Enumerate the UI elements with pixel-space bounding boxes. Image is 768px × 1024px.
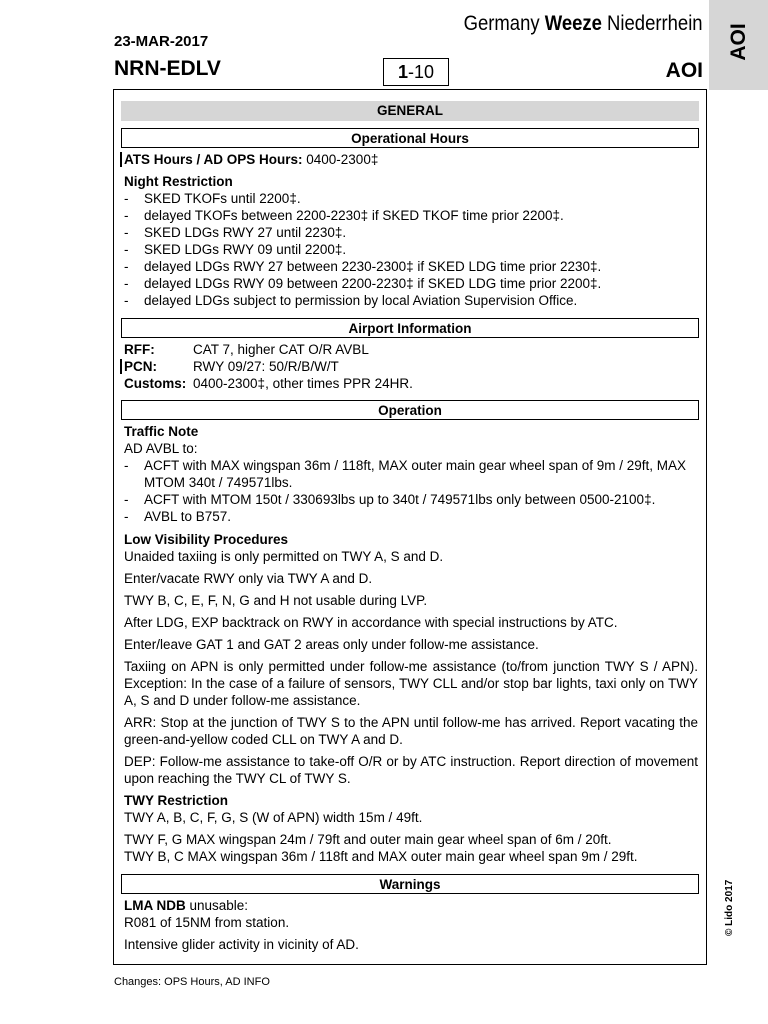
lvp-para: Enter/leave GAT 1 and GAT 2 areas only under follow-me assistance.	[124, 637, 539, 652]
lvp-para: TWY B, C, E, F, N, G and H not usable during LVP.	[124, 593, 428, 608]
lma-ndb-value: unusable:	[185, 898, 249, 913]
rff-value: CAT 7, higher CAT O/R AVBL	[193, 342, 369, 357]
list-item: - SKED LDGs RWY 27 until 2230‡.	[124, 224, 698, 241]
customs-value: 0400-2300‡, other times PPR 24HR.	[193, 376, 413, 391]
twy-restriction-para	[124, 831, 698, 865]
changes-note: Changes: OPS Hours, AD INFO	[114, 976, 270, 988]
twy-restriction-line: TWY F, G MAX wingspan 24m / 79ft and outer main gear wheel span of 6m / 20ft.	[124, 832, 612, 847]
list-item: - AVBL to B757.	[124, 508, 698, 525]
night-restriction-title: Night Restriction	[124, 174, 233, 189]
list-item: - delayed LDGs RWY 27 between 2230-2300‡ if SKED LDG time prior 2230‡.	[124, 258, 698, 275]
lvp-para: Taxiing on APN is only permitted under follow-me assistance (to/from junction TWY S / APN). Exception: In the case of a failure of sensors, TWY CLL and/or stop bar lights, taxi only on TWY A, S and D under follow-me assistance.	[124, 659, 698, 708]
list-item: - ACFT with MAX wingspan 36m / 118ft, MAX outer main gear wheel span of 9m / 29ft, MAX MTOM 340t / 749571lbs.	[124, 457, 698, 491]
airport-code: NRN-EDLV	[114, 57, 221, 80]
customs-label: Customs:	[124, 376, 187, 391]
night-restriction	[124, 173, 698, 309]
operational-hours-header: Operational Hours	[121, 128, 699, 148]
region: Niederrhein	[607, 12, 703, 35]
airport-location-title	[464, 12, 703, 36]
lvp-para: ARR: Stop at the junction of TWY S to the APN until follow-me has arrived. Report vacating the green-and-yellow coded CLL on TWY A and D.	[124, 715, 698, 747]
list-item: - delayed LDGs subject to permission by local Aviation Supervision Office.	[124, 292, 698, 309]
lvp-para: After LDG, EXP backtrack on RWY in accordance with special instructions by ATC.	[124, 615, 618, 630]
list-item: - SKED LDGs RWY 09 until 2200‡.	[124, 241, 698, 258]
traffic-note-title: Traffic Note	[124, 424, 199, 439]
section-tab-label: AOI	[727, 23, 750, 61]
warnings	[124, 897, 698, 931]
section-tab	[709, 0, 768, 90]
twy-restriction-para: TWY A, B, C, F, G, S (W of APN) width 15m / 49ft.	[124, 810, 423, 825]
page-number-main: 1	[397, 62, 408, 82]
airport-information	[124, 341, 698, 392]
twy-restriction-title: TWY Restriction	[124, 793, 229, 808]
change-bar	[120, 359, 122, 374]
list-item: - SKED TKOFs until 2200‡.	[124, 190, 698, 207]
city: Weeze	[545, 12, 603, 35]
page-number-sub: -10	[408, 62, 435, 82]
content-frame	[113, 89, 707, 965]
operation-header: Operation	[121, 400, 699, 420]
lvp-title: Low Visibility Procedures	[124, 532, 289, 547]
copyright: © Lido 2017	[724, 879, 735, 936]
ats-hours-value: 0400-2300‡	[302, 152, 379, 167]
rff-row	[124, 341, 698, 358]
airport-information-header: Airport Information	[121, 318, 699, 338]
country: Germany	[463, 12, 540, 35]
customs-row	[124, 375, 698, 392]
lma-ndb-label: LMA NDB	[124, 898, 186, 913]
warnings-header: Warnings	[121, 874, 699, 894]
pcn-value: RWY 09/27: 50/R/B/W/T	[193, 359, 339, 374]
pcn-row	[124, 358, 698, 375]
chart-date: 23-MAR-2017	[114, 33, 209, 50]
lvp-para: Unaided taxiing is only permitted on TWY A, S and D.	[124, 549, 444, 564]
glider-warning: Intensive glider activity in vicinity of AD.	[124, 937, 359, 952]
ats-hours	[124, 151, 698, 168]
lvp-para: Enter/vacate RWY only via TWY A and D.	[124, 571, 373, 586]
list-item: - ACFT with MTOM 150t / 330693lbs up to 340t / 749571lbs only between 0500-2100‡.	[124, 491, 698, 508]
lma-ndb-row	[124, 897, 698, 914]
section-label: AOI	[665, 59, 703, 82]
lma-ndb-detail: R081 of 15NM from station.	[124, 915, 290, 930]
pcn-label: PCN:	[124, 359, 157, 374]
list-item: - delayed LDGs RWY 09 between 2200-2230‡ if SKED LDG time prior 2200‡.	[124, 275, 698, 292]
traffic-note	[124, 423, 698, 525]
lvp-para: DEP: Follow-me assistance to take-off O/R or by ATC instruction. Report direction of movement upon reaching the TWY CL of TWY S.	[124, 754, 698, 786]
traffic-intro: AD AVBL to:	[124, 441, 198, 456]
twy-restriction-line: TWY B, C MAX wingspan 36m / 118ft and MAX outer main gear wheel span 9m / 29ft.	[124, 849, 638, 864]
change-bar	[120, 152, 122, 167]
page-number	[383, 58, 449, 86]
ats-hours-label: ATS Hours / AD OPS Hours:	[124, 152, 303, 167]
rff-label: RFF:	[124, 342, 155, 357]
general-header: GENERAL	[121, 101, 699, 121]
list-item: - delayed TKOFs between 2200-2230‡ if SKED TKOF time prior 2200‡.	[124, 207, 698, 224]
